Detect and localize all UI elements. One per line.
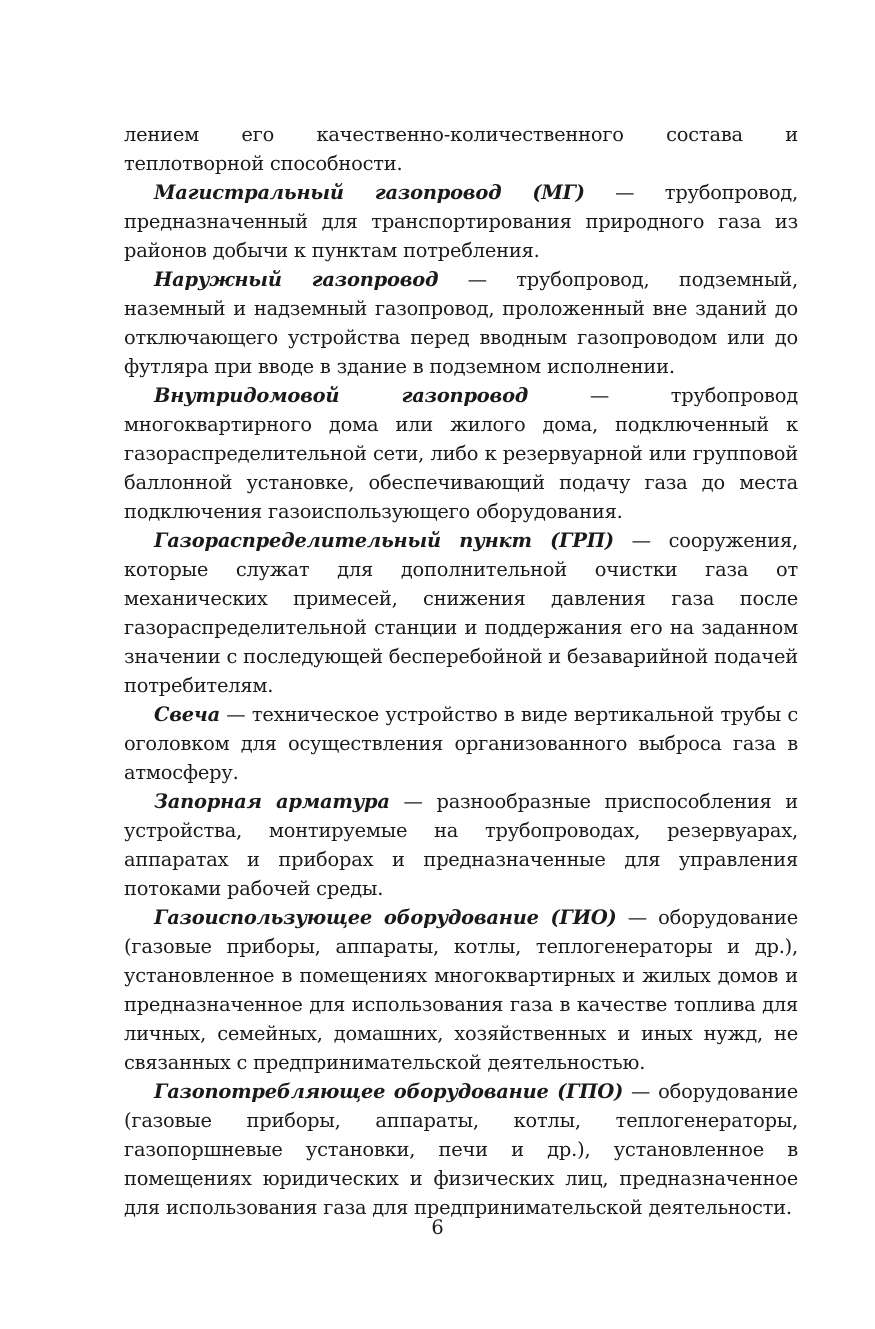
definition: — оборудование (газовые приборы, аппараты, котлы, теплогенераторы и др.), установленное в помещениях многоквартирных и жилых домов и предназначенное для использования газа в качестве топлива для личных, семейных, домашних, хозяйственных и иных нужд, не связанных с предпринимательской деятельностью.	[124, 906, 798, 1074]
term: Магистральный газопровод (МГ)	[154, 181, 585, 204]
definition-paragraph	[124, 700, 798, 787]
definition-paragraph	[124, 1077, 798, 1222]
definition-paragraph	[124, 526, 798, 700]
definition: — разнообразные приспособления и устройства, монтируемые на трубопроводах, резервуарах, аппаратах и приборах и предназначенные для управления потоками рабочей среды.	[124, 790, 799, 900]
term: Газораспределительный пункт (ГРП)	[154, 529, 614, 552]
page-number: 6	[431, 1216, 444, 1239]
term: Запорная арматура	[154, 790, 390, 813]
definition: — трубопровод, предназначенный для транспортирования природного газа из районов добычи к пунктам потребления.	[124, 181, 798, 262]
definition: — трубопровод многоквартирного дома или жилого дома, подключенный к газораспределительной сети, либо к резервуарной или групповой баллонной установке, обеспечивающий подачу газа до места подключения газоиспользующего оборудования.	[124, 384, 798, 523]
term: Наружный газопровод	[154, 268, 439, 291]
paragraph-continuation	[124, 120, 798, 178]
definition: лением его качественно-количественного состава и теплотворной способности.	[124, 123, 798, 175]
term: Газоиспользующее оборудование (ГИО)	[154, 906, 617, 929]
term: Свеча	[154, 703, 220, 726]
definition-paragraph	[124, 787, 798, 903]
term: Газопотребляющее оборудование (ГПО)	[154, 1080, 624, 1103]
definition: — оборудование (газовые приборы, аппараты, котлы, теплогенераторы, газопоршневые установки, печи и др.), установленное в помещениях юридических и физических лиц, предназначенное для использования газа для предпринимательской деятельности.	[124, 1080, 798, 1219]
term: Внутридомовой газопровод	[154, 384, 529, 407]
definition-paragraph	[124, 381, 798, 526]
definition-paragraph	[124, 178, 798, 265]
definition: — техническое устройство в виде вертикальной трубы с оголовком для осуществления организованного выброса газа в атмосферу.	[124, 703, 798, 784]
definition-paragraph	[124, 265, 798, 381]
definition-paragraph	[124, 903, 798, 1077]
definition: — сооружения, которые служат для дополнительной очистки газа от механических примесей, снижения давления газа после газораспределительной станции и поддержания его на заданном значении с последующей бесперебойной и безаварийной подачей потребителям.	[124, 529, 798, 697]
definition: — трубопровод, подземный, наземный и надземный газопровод, проложенный вне зданий до отключающего устройства перед вводным газопроводом или до футляра при вводе в здание в подземном исполнении.	[124, 268, 798, 378]
page-text	[124, 120, 798, 1222]
